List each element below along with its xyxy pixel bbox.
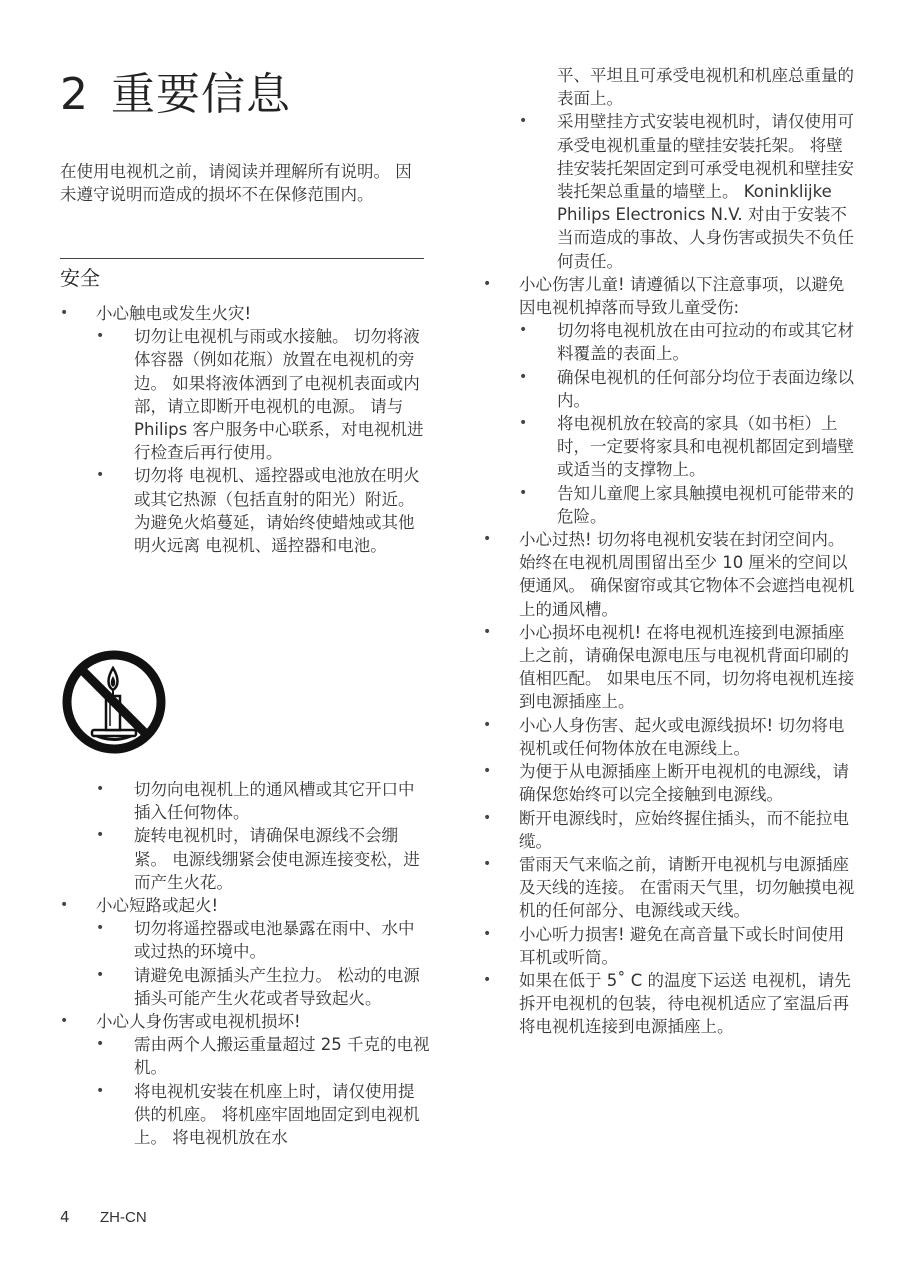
chapter-number: 2	[60, 69, 89, 120]
sub-list-item-text: 告知儿童爬上家具触摸电视机可能带来的危险。	[557, 483, 854, 526]
sub-list-item	[519, 482, 855, 528]
continued-text: 平、平坦且可承受电视机和机座总重量的表面上。	[557, 66, 854, 109]
list-item-text: 雷雨天气来临之前，请断开电视机与电源插座及天线的连接。 在雷雨天气里，切勿触摸电视机的任何部分、电源线或天线。	[519, 854, 855, 921]
sub-list-item	[96, 325, 430, 464]
list-item	[483, 714, 855, 760]
right-list	[483, 64, 855, 1039]
intro-paragraph: 在使用电视机之前，请阅读并理解所有说明。 因未遵守说明而造成的损坏不在保修范围内。	[60, 162, 412, 204]
sub-list-item-text: 将电视机放在较高的家具（如书柜）上时，一定要将家具和电视机都固定到墙壁或适当的支撑物上。	[557, 414, 854, 480]
sub-list	[96, 917, 430, 1010]
section-divider	[60, 258, 424, 259]
page-footer	[60, 1208, 147, 1226]
right-column	[483, 64, 855, 1039]
sub-list-item-text: 切勿将电视机放在由可拉动的布或其它材料覆盖的表面上。	[557, 321, 854, 364]
sub-list-item-text: 切勿让电视机与雨或水接触。 切勿将液体容器（例如花瓶）放置在电视机的旁边。 如果将液体洒到了电视机表面或内部，请立即断开电视机的电源。 请与 Philips 客户服务中心联系，对电视机进行检查后再行使用。	[134, 327, 424, 463]
list-item	[60, 894, 430, 1010]
sub-list-item	[96, 778, 430, 824]
sub-list-item-note: 为避免火焰蔓延，请始终使蜡烛或其他明火远离 电视机、遥控器和电池。	[134, 512, 415, 556]
sub-list	[96, 325, 430, 557]
sub-list	[96, 778, 430, 894]
list-item	[60, 778, 430, 894]
list-item-text: 断开电源线时，应始终握住插头，而不能拉电缆。	[519, 808, 849, 851]
chapter-title	[60, 58, 291, 122]
section-title: 安全	[60, 266, 100, 290]
sub-list-item	[96, 824, 430, 894]
no-open-flame-icon	[60, 648, 168, 756]
sub-list	[519, 64, 855, 273]
list-item-text: 小心人身伤害、起火或电源线损坏! 切勿将电视机或任何物体放在电源线上。	[519, 715, 845, 758]
list-item	[483, 273, 855, 528]
left-column-top	[60, 302, 430, 557]
list-item	[483, 923, 855, 969]
sub-list-item	[519, 319, 855, 365]
left-column-bottom	[60, 778, 430, 1149]
sub-list	[96, 1033, 430, 1149]
list-item	[483, 528, 855, 621]
list-item-text: 小心人身伤害或电视机损坏!	[96, 1012, 301, 1032]
sub-list-item-text: 将电视机安装在机座上时，请仅使用提供的机座。 将机座牢固地固定到电视机上。 将电视机放在水	[134, 1081, 420, 1148]
sub-list-item	[96, 1080, 430, 1150]
sub-list-item	[519, 110, 855, 272]
sub-list-item-text: 切勿将遥控器或电池暴露在雨中、水中或过热的环境中。	[134, 919, 415, 962]
list-item	[483, 807, 855, 853]
sub-list-item-text: 旋转电视机时，请确保电源线不会绷紧。 电源线绷紧会使电源连接变松，进而产生火花。	[134, 826, 420, 892]
list-item-text: 小心听力损害! 避免在高音量下或长时间使用耳机或听筒。	[519, 924, 845, 967]
list-item-text: 如果在低于 5˚ C 的温度下运送 电视机，请先拆开电视机的包装，待电视机适应了室温后再将电视机连接到电源插座上。	[519, 970, 851, 1037]
list-item	[60, 1010, 430, 1149]
left-top-list	[60, 302, 430, 557]
sub-list-item-text: 切勿将 电视机、遥控器或电池放在明火或其它热源（包括直射的阳光）附近。	[134, 466, 420, 509]
list-item-text: 为便于从电源插座上断开电视机的电源线，请确保您始终可以完全接触到电源线。	[519, 762, 849, 805]
list-item-text: 小心损坏电视机! 在将电视机连接到电源插座上之前，请确保电源电压与电视机背面印刷的值相匹配。 如果电压不同，切勿将电视机连接到电源插座上。	[519, 622, 855, 712]
list-item	[483, 621, 855, 714]
sub-list	[519, 319, 855, 528]
list-item-text: 小心短路或起火!	[96, 896, 219, 916]
sub-list-item	[96, 917, 430, 963]
language-code: ZH-CN	[100, 1209, 147, 1226]
sub-list-item-text: 确保电视机的任何部分均位于表面边缘以内。	[557, 367, 854, 410]
list-item-text: 小心触电或发生火灾!	[96, 304, 252, 323]
chapter-heading: 重要信息	[111, 69, 291, 120]
sub-list-item	[519, 412, 855, 482]
list-item	[483, 760, 855, 806]
sub-list-item-text: 切勿向电视机上的通风槽或其它开口中插入任何物体。	[134, 780, 415, 823]
sub-list-item-text: 请避免电源插头产生拉力。 松动的电源插头可能产生火花或者导致起火。	[134, 965, 420, 1008]
list-item	[483, 853, 855, 923]
sub-list-item	[96, 964, 430, 1010]
sub-list-item-text: 采用壁挂方式安装电视机时，请仅使用可承受电视机重量的壁挂安装托架。 将壁挂安装托架固定到可承受电视机和壁挂安装托架总重量的墙壁上。 Koninklijke Philips Electronics N.V. 对由于安装不当而造成的事故、人身伤害或损失不负任何责任。	[557, 112, 854, 271]
left-bottom-list	[60, 778, 430, 1149]
sub-list-item	[519, 366, 855, 412]
list-item-text: 小心伤害儿童! 请遵循以下注意事项，以避免因电视机掉落而导致儿童受伤:	[519, 274, 845, 318]
sub-list-item	[519, 64, 855, 110]
list-item	[60, 302, 430, 557]
list-item	[483, 64, 855, 273]
sub-list-item	[96, 1033, 430, 1079]
list-item	[483, 969, 855, 1039]
sub-list-item	[96, 464, 430, 557]
sub-list-item-text: 需由两个人搬运重量超过 25 千克的电视机。	[134, 1035, 430, 1078]
list-item-text: 小心过热! 切勿将电视机安装在封闭空间内。 始终在电视机周围留出至少 10 厘米的空间以便通风。 确保窗帘或其它物体不会遮挡电视机上的通风槽。	[519, 530, 855, 619]
page-number: 4	[60, 1208, 70, 1226]
